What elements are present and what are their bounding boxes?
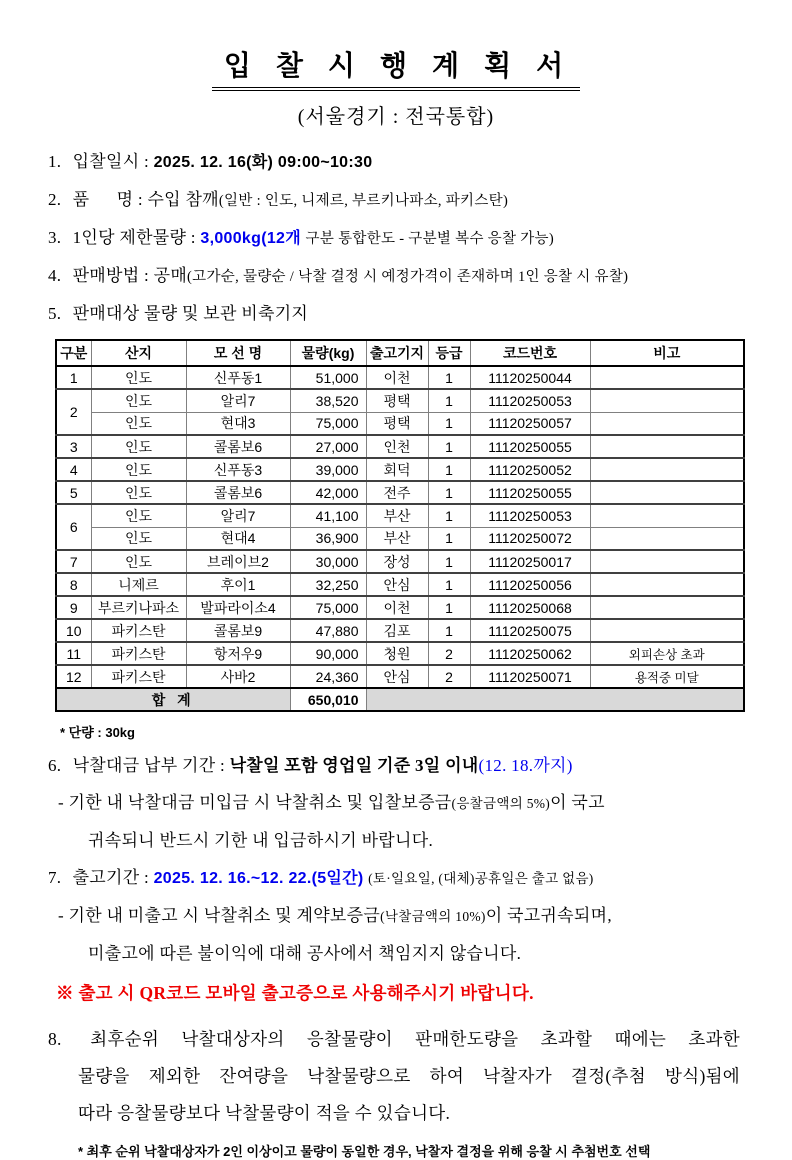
cell-depot: 평택 (366, 389, 428, 412)
section-release (48, 866, 744, 891)
cell-remark (590, 481, 744, 504)
cell-origin: 부르키나파소 (91, 596, 186, 619)
cell-group: 1 (56, 366, 91, 389)
release-note-text: 이 국고귀속되며, (485, 906, 612, 925)
cell-vessel: 콜롬보6 (186, 435, 290, 458)
cell-depot: 김포 (366, 619, 428, 642)
cell-origin: 인도 (91, 458, 186, 481)
cell-quantity: 30,000 (290, 550, 366, 573)
cell-grade: 1 (428, 573, 470, 596)
item-label: 품 명 : (72, 190, 143, 209)
cell-origin: 파키스탄 (91, 619, 186, 642)
lottery-footnote: * 최후 순위 낙찰대상자가 2인 이상이고 물량이 동일한 경우, 낙찰자 결정을 위해 응찰 시 추첨번호 선택 (78, 1144, 651, 1159)
cell-code: 11120250017 (470, 550, 590, 573)
cell-origin: 인도 (91, 412, 186, 435)
table-row (56, 642, 744, 665)
cell-depot: 평택 (366, 412, 428, 435)
cell-quantity: 39,000 (290, 458, 366, 481)
table-row (56, 573, 744, 596)
qr-code-notice: ※ 출고 시 QR코드 모바일 출고증으로 사용해주시기 바랍니다. (56, 983, 534, 1003)
cell-remark (590, 619, 744, 642)
release-note-text: - 기한 내 미출고 시 낙찰취소 및 계약보증금 (58, 906, 381, 925)
cell-quantity: 41,100 (290, 504, 366, 527)
cell-remark (590, 550, 744, 573)
col-header-depot: 출고기지 (366, 340, 428, 366)
limit-detail: 구분 통합한도 - 구분별 복수 응찰 가능) (305, 231, 554, 247)
bid-datetime-value: 2025. 12. 16(화) 09:00~10:30 (153, 154, 373, 171)
cell-origin: 인도 (91, 550, 186, 573)
release-exception: (토·일요일, (대체)공휴일은 출고 없음) (368, 871, 594, 886)
cell-vessel: 알리7 (186, 389, 290, 412)
cell-code: 11120250053 (470, 504, 590, 527)
cell-quantity: 42,000 (290, 481, 366, 504)
numbered-items (48, 150, 744, 326)
limit-highlight: 3,000kg(12개 (200, 230, 301, 247)
cell-quantity: 75,000 (290, 596, 366, 619)
product-value: 수입 참깨 (147, 190, 219, 209)
cell-quantity: 24,360 (290, 665, 366, 688)
payment-note-text: 이 국고 (550, 793, 605, 812)
lower-sections (48, 754, 744, 1160)
lastbid-line1 (48, 1021, 740, 1058)
method-detail: (고가순, 물량순 / 낙찰 결정 시 예정가격이 존재하며 1인 응찰 시 유찰) (187, 269, 629, 285)
item-bid-datetime (48, 150, 744, 175)
cell-code: 11120250053 (470, 389, 590, 412)
item-number: 4. (48, 266, 62, 285)
cell-remark (590, 596, 744, 619)
cell-quantity: 36,900 (290, 527, 366, 550)
cell-remark (590, 458, 744, 481)
cell-origin: 인도 (91, 527, 186, 550)
cell-depot: 안심 (366, 573, 428, 596)
item-number: 5. (48, 304, 62, 323)
cell-grade: 1 (428, 550, 470, 573)
item-number: 2. (48, 190, 62, 209)
cell-code: 11120250055 (470, 481, 590, 504)
cell-code: 11120250062 (470, 642, 590, 665)
payment-note-line1 (58, 791, 744, 816)
table-row (56, 665, 744, 688)
table-row (56, 458, 744, 481)
cell-remark (590, 573, 744, 596)
cell-group: 2 (56, 389, 91, 435)
col-header-code: 코드번호 (470, 340, 590, 366)
cell-quantity: 90,000 (290, 642, 366, 665)
cell-vessel: 알리7 (186, 504, 290, 527)
cell-group: 10 (56, 619, 91, 642)
col-header-grade: 등급 (428, 340, 470, 366)
payment-deadline-bold: 낙찰일 포함 영업일 기준 3일 이내 (229, 756, 479, 775)
cell-vessel: 현대3 (186, 412, 290, 435)
cell-origin: 인도 (91, 504, 186, 527)
cell-origin: 인도 (91, 435, 186, 458)
table-row (56, 527, 744, 550)
table-row (56, 504, 744, 527)
item-limit-per-person (48, 226, 744, 251)
cell-group: 3 (56, 435, 91, 458)
item-label: 출고기간 : (72, 868, 150, 887)
table-row (56, 481, 744, 504)
cell-depot: 청원 (366, 642, 428, 665)
item-label: 낙찰대금 납부 기간 : (72, 756, 226, 775)
product-detail: (일반 : 인도, 니제르, 부르키나파소, 파키스탄) (218, 193, 509, 209)
release-note-line2: 미출고에 따른 불이익에 대해 공사에서 책임지지 않습니다. (88, 944, 522, 963)
table-row (56, 435, 744, 458)
cell-depot: 전주 (366, 481, 428, 504)
item-sale-method (48, 264, 744, 289)
cell-grade: 1 (428, 458, 470, 481)
cell-remark: 외피손상 초과 (590, 642, 744, 665)
cell-grade: 1 (428, 412, 470, 435)
release-note-line1 (58, 904, 744, 929)
item-number: 8. (48, 1029, 62, 1049)
release-period: 2025. 12. 16.~12. 22.(5일간) (153, 870, 364, 887)
lastbid-line3: 따라 응찰물량보다 낙찰물량이 적을 수 있습니다. (78, 1103, 451, 1123)
cell-depot: 회덕 (366, 458, 428, 481)
cell-quantity: 32,250 (290, 573, 366, 596)
cell-remark (590, 504, 744, 527)
cell-vessel: 신푸동3 (186, 458, 290, 481)
payment-note-line2: 귀속되니 반드시 기한 내 입금하시기 바랍니다. (88, 831, 434, 850)
cell-remark (590, 389, 744, 412)
cell-grade: 1 (428, 481, 470, 504)
table-row (56, 412, 744, 435)
lot-table-wrap (55, 339, 744, 712)
cell-group: 5 (56, 481, 91, 504)
cell-depot: 이천 (366, 596, 428, 619)
cell-code: 11120250052 (470, 458, 590, 481)
cell-vessel: 콜롬보9 (186, 619, 290, 642)
cell-quantity: 27,000 (290, 435, 366, 458)
cell-depot: 장성 (366, 550, 428, 573)
cell-code: 11120250055 (470, 435, 590, 458)
payment-note-text: - 기한 내 낙찰대금 미입금 시 낙찰취소 및 입찰보증금 (58, 793, 452, 812)
cell-quantity: 47,880 (290, 619, 366, 642)
total-quantity: 650,010 (290, 688, 366, 711)
cell-grade: 1 (428, 619, 470, 642)
table-total-row (56, 688, 744, 711)
section-payment (48, 754, 744, 778)
col-header-origin: 산지 (91, 340, 186, 366)
cell-origin: 파키스탄 (91, 642, 186, 665)
cell-vessel: 발파라이소4 (186, 596, 290, 619)
item-number: 1. (48, 152, 62, 171)
page-title: 입 찰 시 행 계 획 서 (212, 44, 580, 91)
table-header-row (56, 340, 744, 366)
cell-vessel: 후이1 (186, 573, 290, 596)
cell-origin: 인도 (91, 481, 186, 504)
cell-origin: 파키스탄 (91, 665, 186, 688)
cell-remark (590, 366, 744, 389)
item-number: 3. (48, 228, 62, 247)
table-row (56, 366, 744, 389)
section-lastbid (48, 1021, 740, 1160)
cell-group: 8 (56, 573, 91, 596)
release-note-small: (낙찰금액의 10%) (380, 909, 486, 924)
lastbid-line2: 물량을 제외한 잔여량을 낙찰물량으로 하여 낙찰자가 결정(추첨 방식)됨에 (78, 1066, 740, 1086)
cell-grade: 2 (428, 665, 470, 688)
cell-vessel: 브레이브2 (186, 550, 290, 573)
cell-quantity: 75,000 (290, 412, 366, 435)
cell-origin: 인도 (91, 366, 186, 389)
payment-note-small: (응찰금액의 5%) (451, 796, 551, 811)
cell-grade: 2 (428, 642, 470, 665)
item-label: 1인당 제한물량 : (72, 228, 196, 247)
cell-remark (590, 527, 744, 550)
cell-grade: 1 (428, 596, 470, 619)
cell-code: 11120250044 (470, 366, 590, 389)
cell-code: 11120250072 (470, 527, 590, 550)
cell-group: 7 (56, 550, 91, 573)
lot-table (55, 339, 745, 712)
cell-remark (590, 435, 744, 458)
cell-code: 11120250068 (470, 596, 590, 619)
item-sale-target (48, 302, 744, 326)
lastbid-text: 최후순위 낙찰대상자의 응찰물량이 판매한도량을 초과할 때에는 초과한 (90, 1029, 740, 1049)
cell-grade: 1 (428, 366, 470, 389)
item-product-name (48, 188, 744, 213)
total-empty-cell (366, 688, 744, 711)
cell-depot: 인천 (366, 435, 428, 458)
cell-origin: 니제르 (91, 573, 186, 596)
col-header-remark: 비고 (590, 340, 744, 366)
cell-grade: 1 (428, 527, 470, 550)
cell-vessel: 사바2 (186, 665, 290, 688)
table-row (56, 596, 744, 619)
cell-origin: 인도 (91, 389, 186, 412)
cell-quantity: 51,000 (290, 366, 366, 389)
item-number: 6. (48, 756, 62, 775)
cell-vessel: 콜롬보6 (186, 481, 290, 504)
col-header-vessel: 모 선 명 (186, 340, 290, 366)
col-header-quantity: 물량(kg) (290, 340, 366, 366)
item-label: 판매대상 물량 및 보관 비축기지 (72, 304, 309, 323)
payment-deadline-date: (12. 18.까지) (478, 756, 573, 775)
cell-remark (590, 412, 744, 435)
cell-depot: 부산 (366, 527, 428, 550)
table-row (56, 550, 744, 573)
cell-grade: 1 (428, 389, 470, 412)
table-row (56, 619, 744, 642)
cell-code: 11120250071 (470, 665, 590, 688)
cell-vessel: 신푸동1 (186, 366, 290, 389)
item-label: 입찰일시 : (72, 152, 150, 171)
unit-weight-note: * 단량 : 30kg (60, 725, 135, 740)
cell-group: 6 (56, 504, 91, 550)
cell-depot: 안심 (366, 665, 428, 688)
cell-quantity: 38,520 (290, 389, 366, 412)
page-subtitle: (서울경기 : 전국통합) (297, 106, 495, 128)
cell-vessel: 현대4 (186, 527, 290, 550)
item-label: 판매방법 : (72, 266, 150, 285)
cell-depot: 부산 (366, 504, 428, 527)
cell-code: 11120250056 (470, 573, 590, 596)
cell-grade: 1 (428, 504, 470, 527)
cell-group: 9 (56, 596, 91, 619)
method-value: 공매 (153, 266, 188, 285)
item-number: 7. (48, 868, 62, 887)
cell-group: 12 (56, 665, 91, 688)
cell-code: 11120250075 (470, 619, 590, 642)
table-row (56, 389, 744, 412)
title-wrap (48, 44, 744, 91)
cell-grade: 1 (428, 435, 470, 458)
cell-depot: 이천 (366, 366, 428, 389)
cell-code: 11120250057 (470, 412, 590, 435)
cell-group: 4 (56, 458, 91, 481)
cell-group: 11 (56, 642, 91, 665)
total-label: 합 계 (56, 688, 290, 711)
col-header-group: 구분 (56, 340, 91, 366)
cell-vessel: 항저우9 (186, 642, 290, 665)
cell-remark: 용적중 미달 (590, 665, 744, 688)
